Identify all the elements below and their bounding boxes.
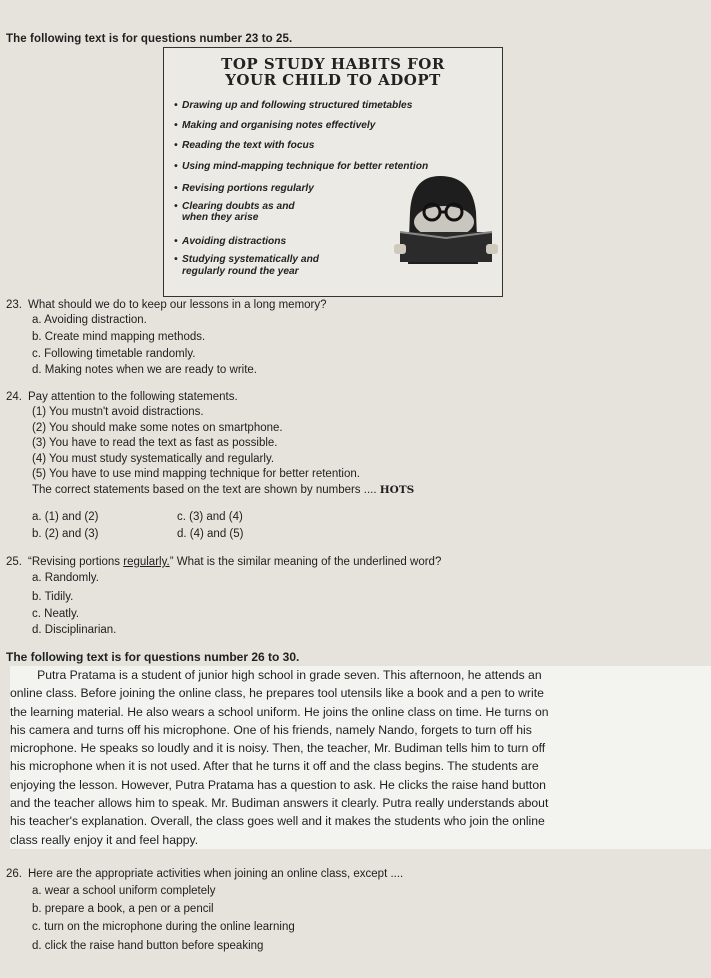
passage-line: his microphone when it is not used. After that he turns it off and the class begins. The students are xyxy=(10,759,539,774)
poster-title xyxy=(164,56,502,88)
section-intro-23-25: The following text is for questions number 23 to 25. xyxy=(6,33,293,45)
q24-statement: (4) You must study systematically and regularly. xyxy=(32,453,275,465)
tip-item: • Using mind-mapping technique for better retention xyxy=(174,161,429,172)
q23-option-d: d. Making notes when we are ready to write. xyxy=(32,364,258,376)
question-23: 23. What should we do to keep our lessons in a long memory? xyxy=(6,299,327,311)
passage-line: class really enjoy it and feel happy. xyxy=(10,832,199,847)
q24-statement: (3) You have to read the text as fast as possible. xyxy=(32,437,278,449)
passage-line: enjoying the lesson. However, Putra Pratama has a question to ask. He clicks the raise hand button xyxy=(10,777,546,792)
passage-line: microphone. He speaks so loudly and it is noisy. Then, the teacher, Mr. Budiman tells him to turn off xyxy=(10,741,546,756)
q23-option-c: c. Following timetable randomly. xyxy=(32,348,196,360)
reading-passage xyxy=(10,666,711,849)
tip-item: • Reading the text with focus xyxy=(174,140,315,151)
tip-item: • Drawing up and following structured timetables xyxy=(174,100,413,111)
poster-title-line2: YOUR CHILD TO ADOPT xyxy=(225,71,441,89)
study-habits-poster xyxy=(163,47,503,297)
q24-option-b: b. (2) and (3) xyxy=(32,528,99,540)
q25-option-b: b. Tidily. xyxy=(32,591,74,603)
q24-option-c: c. (3) and (4) xyxy=(177,511,243,523)
underlined-word: regularly. xyxy=(123,556,170,568)
question-26: 26. Here are the appropriate activities when joining an online class, except .... xyxy=(6,868,404,880)
q26-option-a: a. wear a school uniform completely xyxy=(32,885,216,897)
passage-line: Putra Pratama is a student of junior high school in grade seven. This afternoon, he attends an xyxy=(10,668,542,682)
section-intro-26-30: The following text is for questions number 26 to 30. xyxy=(6,650,300,664)
tip-item: • Studying systematically and xyxy=(174,254,320,265)
passage-line: his teacher's explanation. Overall, the class goes well and it makes the students who join the online xyxy=(10,814,545,829)
passage-line: online class. Before joining the online class, he prepares tool utensils like a book and a pen to write xyxy=(10,686,544,701)
poster-title-line1: TOP STUDY HABITS FOR xyxy=(221,55,445,73)
passage-line: and the teacher allows him to speak. Mr. Budiman answers it clearly. Putra really understands about xyxy=(10,796,549,811)
tip-item-continuation: regularly round the year xyxy=(182,266,299,277)
q25-option-d: d. Disciplinarian. xyxy=(32,624,117,636)
q26-option-d: d. click the raise hand button before speaking xyxy=(32,940,264,952)
q25-option-c: c. Neatly. xyxy=(32,608,80,620)
student-reading-illustration xyxy=(390,172,500,267)
passage-line: the learning material. He also wears a school uniform. He joins the online class on time. He turns on xyxy=(10,704,549,719)
question-24: 24. Pay attention to the following statements. xyxy=(6,391,238,403)
q26-option-b: b. prepare a book, a pen or a pencil xyxy=(32,903,214,915)
tip-item: • Avoiding distractions xyxy=(174,236,287,247)
q24-statement: (2) You should make some notes on smartphone. xyxy=(32,422,283,434)
q24-statement: (1) You mustn't avoid distractions. xyxy=(32,406,204,418)
tip-item: • Clearing doubts as and xyxy=(174,201,295,212)
q24-statement: (5) You have to use mind mapping technique for better retention. xyxy=(32,468,360,480)
q24-prompt: The correct statements based on the text are shown by numbers .... HOTS xyxy=(32,484,415,496)
passage-line: his camera and turns off his microphone. One of his friends, namely Nando, forgets to turn off his xyxy=(10,722,532,737)
hots-badge: HOTS xyxy=(379,484,415,496)
q25-option-a: a. Randomly. xyxy=(32,572,99,584)
q24-option-d: d. (4) and (5) xyxy=(177,528,244,540)
tip-item: • Making and organising notes effectively xyxy=(174,120,376,131)
question-25: 25. “Revising portions regularly.” What is the similar meaning of the underlined word? xyxy=(6,556,442,568)
q26-option-c: c. turn on the microphone during the online learning xyxy=(32,921,295,933)
tip-item: • Revising portions regularly xyxy=(174,183,314,194)
q23-option-a: a. Avoiding distraction. xyxy=(32,314,147,326)
q23-option-b: b. Create mind mapping methods. xyxy=(32,331,206,343)
tip-item-continuation: when they arise xyxy=(182,212,259,223)
q24-option-a: a. (1) and (2) xyxy=(32,511,99,523)
